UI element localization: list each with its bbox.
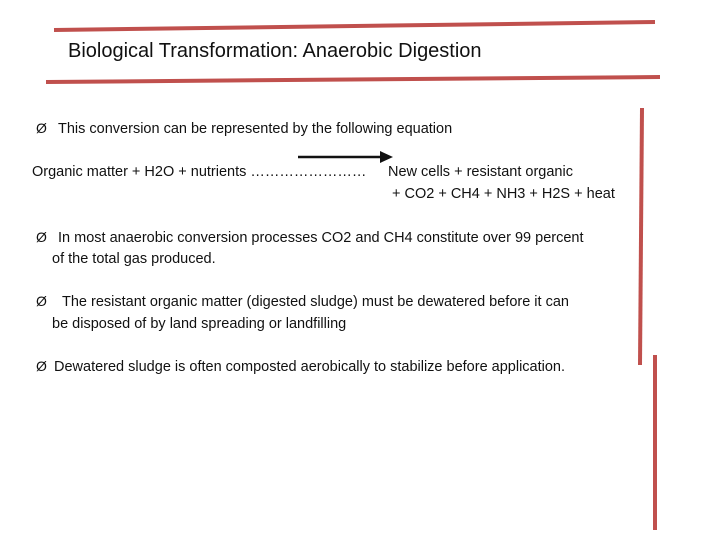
bullet-item-2 — [36, 229, 584, 246]
bullet-1-text: This conversion can be represented by the following equation — [58, 121, 453, 137]
arrow-bullet-icon: Ø — [36, 229, 47, 245]
bullet-item-3 — [36, 293, 569, 310]
equation-left: Organic matter + H2O + nutrients …………………… — [32, 164, 367, 180]
right-rule-inner — [640, 108, 642, 365]
bullet-2-line1: In most anaerobic conversion processes CO2 and CH4 constitute over 99 percent — [58, 230, 584, 246]
bullet-4-text: Dewatered sludge is often composted aerobically to stabilize before application. — [54, 359, 566, 375]
equation-right-line1: New cells + resistant organic — [388, 164, 573, 180]
arrow-bullet-icon: Ø — [36, 293, 47, 309]
page-title: Biological Transformation: Anaerobic Digestion — [68, 40, 482, 62]
bullet-3-line1: The resistant organic matter (digested sludge) must be dewatered before it can — [62, 294, 569, 310]
bullet-item-1 — [36, 120, 452, 137]
top-rule-1 — [54, 22, 655, 30]
equation-right-line2: + CO2 + CH4 + NH3 + H2S + heat — [392, 186, 615, 202]
arrow-bullet-icon: Ø — [36, 120, 47, 136]
reaction-arrow-icon — [296, 148, 396, 168]
arrow-bullet-icon: Ø — [36, 358, 47, 374]
bullet-2-line2: of the total gas produced. — [52, 251, 216, 267]
top-rule-2 — [46, 77, 660, 82]
bullet-3-line2: be disposed of by land spreading or landfilling — [52, 316, 347, 332]
bullet-item-4 — [36, 358, 565, 375]
